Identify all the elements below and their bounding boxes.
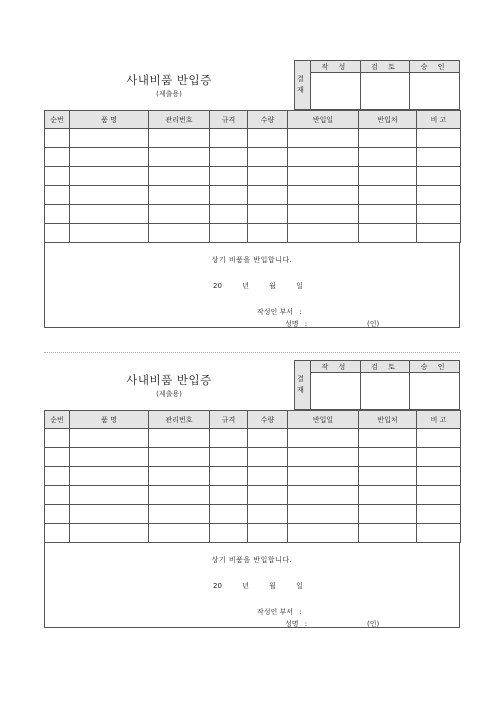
approval-sign-cell[interactable] <box>360 373 410 410</box>
name-line <box>285 619 307 629</box>
table-row[interactable] <box>45 505 461 524</box>
form-header <box>44 60 460 110</box>
col-header-source: 반입처 <box>359 411 417 429</box>
approval-col-approve: 승 인 <box>410 61 460 73</box>
writer-dept-line <box>257 607 302 617</box>
writer-dept-colon: : <box>299 608 302 616</box>
date-prefix: 20 <box>213 282 222 290</box>
approval-col-review: 검 토 <box>360 61 410 73</box>
writer-dept-label: 작성인 부서 <box>257 308 294 316</box>
col-header-code: 관리번호 <box>149 411 210 429</box>
form-2 <box>44 360 460 628</box>
col-header-date: 반입일 <box>288 111 359 129</box>
approval-box <box>294 60 460 110</box>
table-header-row <box>45 411 461 429</box>
name-colon: : <box>304 620 308 628</box>
form-title: 사내비품 반입증 <box>126 73 212 87</box>
table-row[interactable] <box>45 224 461 243</box>
table-row[interactable] <box>45 429 461 448</box>
items-table <box>44 410 461 543</box>
form-footer <box>44 243 460 328</box>
approval-sign-cell[interactable] <box>311 73 361 110</box>
items-table <box>44 110 461 243</box>
writer-dept-line <box>257 307 302 317</box>
title-area <box>44 360 294 410</box>
date-month-label: 월 <box>269 582 276 590</box>
approval-sign-cell[interactable] <box>360 73 410 110</box>
col-header-spec: 규격 <box>210 411 248 429</box>
name-label: 성명 <box>285 620 299 628</box>
col-header-source: 반입처 <box>359 111 417 129</box>
form-header <box>44 360 460 410</box>
name-colon: : <box>304 320 308 328</box>
col-header-note: 비 고 <box>417 411 461 429</box>
approval-col-author: 작 성 <box>311 361 361 373</box>
col-header-item: 품 명 <box>70 411 149 429</box>
table-row[interactable] <box>45 486 461 505</box>
form-subtitle: (제출용) <box>156 390 182 398</box>
table-row[interactable] <box>45 467 461 486</box>
table-row[interactable] <box>45 448 461 467</box>
date-month-label: 월 <box>269 282 276 290</box>
date-day-label: 일 <box>296 282 303 290</box>
form-1 <box>44 60 460 328</box>
form-subtitle: (제출용) <box>156 90 182 98</box>
approval-col-approve: 승 인 <box>410 361 460 373</box>
approval-col-review: 검 토 <box>360 361 410 373</box>
col-header-qty: 수량 <box>248 411 288 429</box>
approval-label: 결 재 <box>295 61 311 110</box>
title-area <box>44 60 294 110</box>
table-row[interactable] <box>45 167 461 186</box>
col-header-no: 순번 <box>45 411 70 429</box>
name-line <box>285 319 307 329</box>
form-footer <box>44 543 460 628</box>
table-row[interactable] <box>45 148 461 167</box>
approval-col-author: 작 성 <box>311 61 361 73</box>
col-header-qty: 수량 <box>248 111 288 129</box>
table-row[interactable] <box>45 205 461 224</box>
table-row[interactable] <box>45 129 461 148</box>
approval-label: 결 재 <box>295 361 311 410</box>
table-row[interactable] <box>45 524 461 543</box>
col-header-code: 관리번호 <box>149 111 210 129</box>
col-header-no: 순번 <box>45 111 70 129</box>
table-row[interactable] <box>45 186 461 205</box>
seal-mark: (인) <box>367 320 380 328</box>
col-header-item: 품 명 <box>70 111 149 129</box>
date-prefix: 20 <box>213 582 222 590</box>
approval-sign-cell[interactable] <box>410 373 460 410</box>
approval-sign-cell[interactable] <box>410 73 460 110</box>
date-year-label: 년 <box>242 282 249 290</box>
seal-mark: (인) <box>367 620 380 628</box>
approval-box <box>294 360 460 410</box>
name-label: 성명 <box>285 320 299 328</box>
table-header-row <box>45 111 461 129</box>
date-year-label: 년 <box>242 582 249 590</box>
cut-line <box>44 352 460 353</box>
date-line <box>213 581 321 591</box>
col-header-date: 반입일 <box>288 411 359 429</box>
writer-dept-colon: : <box>299 308 302 316</box>
approval-sign-cell[interactable] <box>311 373 361 410</box>
statement-text: 상기 비품을 반입합니다. <box>211 556 293 564</box>
writer-dept-label: 작성인 부서 <box>257 608 294 616</box>
form-title: 사내비품 반입증 <box>126 373 212 387</box>
date-line <box>213 281 321 291</box>
date-day-label: 일 <box>296 582 303 590</box>
col-header-note: 비 고 <box>417 111 461 129</box>
statement-text: 상기 비품을 반입합니다. <box>211 256 293 264</box>
col-header-spec: 규격 <box>210 111 248 129</box>
